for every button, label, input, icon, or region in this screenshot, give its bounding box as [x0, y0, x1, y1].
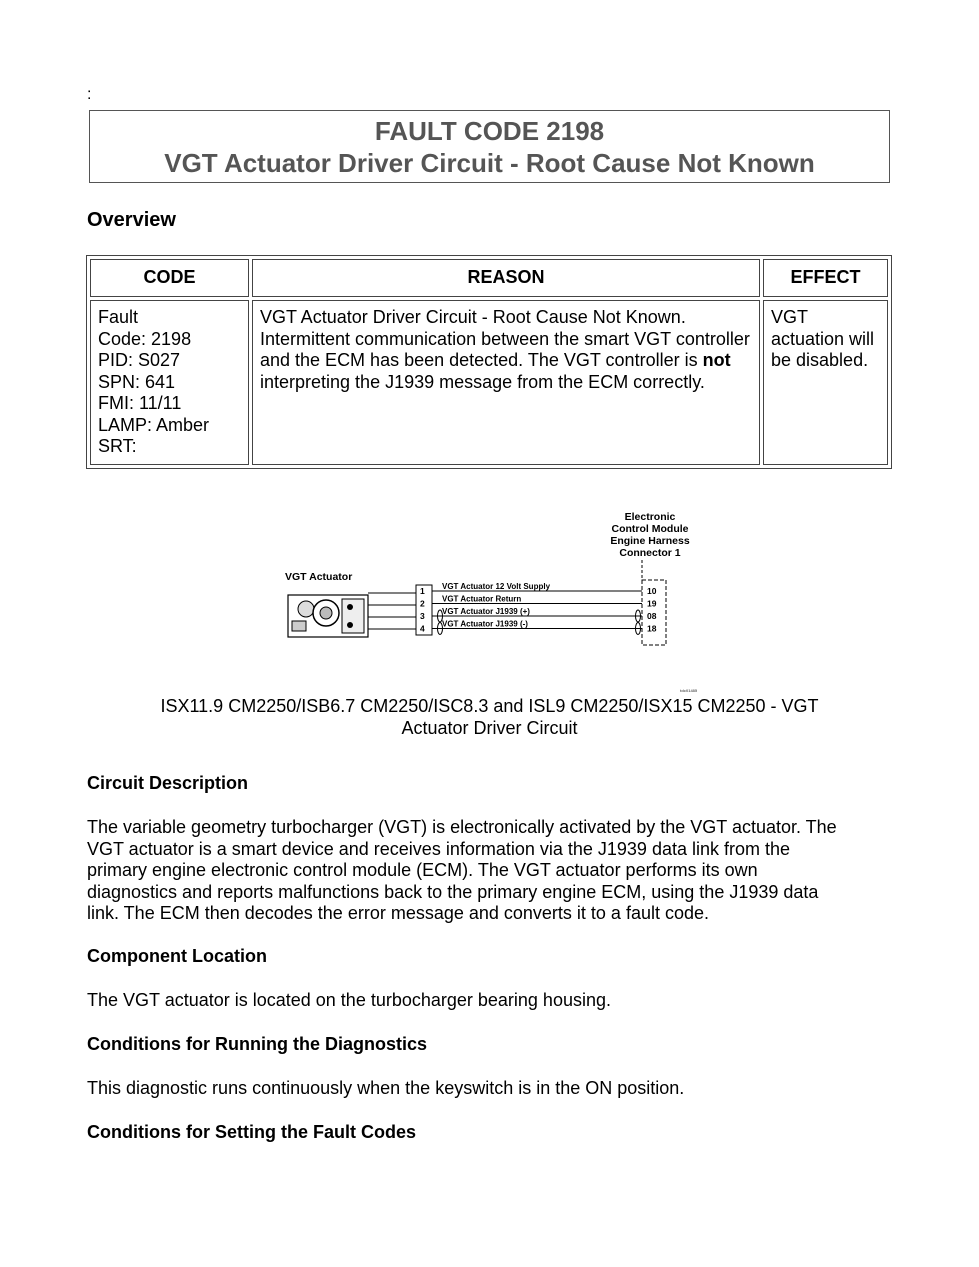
code-line: Code: 2198 [98, 328, 192, 349]
fault-title-box [89, 110, 890, 183]
page-colon: : [87, 86, 92, 103]
header-code: CODE [90, 259, 249, 297]
circuit-description-text [87, 817, 899, 925]
code-line: PID: S027 [98, 350, 181, 370]
circuit-description-heading: Circuit Description [87, 773, 249, 793]
conditions-running-heading: Conditions for Running the Diagnostics [87, 1034, 427, 1054]
code-line: LAMP: Amber [98, 414, 210, 435]
ecm-pin-number: 08 [647, 611, 657, 621]
reason-text-end: interpreting the J1939 message from the ECM correctly. [260, 371, 705, 392]
fault-code-title: FAULT CODE 2198 [374, 116, 605, 146]
actuator-pin-number: 2 [420, 598, 425, 609]
table-header-row [90, 259, 888, 297]
conditions-setting-heading: Conditions for Setting the Fault Codes [87, 1122, 416, 1142]
ecm-pin-number: 18 [647, 623, 657, 634]
reason-text: VGT Actuator Driver Circuit - Root Cause Not Known. Intermittent communication between the smart VGT controller and the ECM has been detected. The VGT controller is [260, 307, 750, 370]
caption-line: ISX11.9 CM2250/ISB6.7 CM2250/ISC8.3 and ISL9 CM2250/ISX15 CM2250 - VGT [160, 696, 819, 716]
code-line: Fault [98, 307, 139, 327]
wire-label: VGT Actuator J1939 (-) [442, 619, 528, 629]
component-location-heading: Component Location [87, 946, 267, 966]
paragraph-line: link. The ECM then decodes the error message and converts it to a fault code. [87, 903, 710, 924]
ecm-label-line: Connector 1 [619, 547, 681, 559]
paragraph-line: The variable geometry turbocharger (VGT) is electronically activated by the VGT actuator. The [87, 817, 837, 837]
ecm-label-line: Engine Harness [610, 535, 690, 547]
actuator-label: VGT Actuator [285, 571, 353, 583]
figure-code-tag: tdc01485 [680, 688, 698, 693]
header-reason: REASON [252, 259, 760, 297]
code-line: SPN: 641 [98, 371, 176, 392]
code-cell [90, 300, 249, 465]
reason-cell [252, 300, 760, 465]
fault-code-subtitle: VGT Actuator Driver Circuit - Root Cause Not Known [164, 148, 815, 178]
actuator-pin-number: 3 [420, 611, 425, 621]
table-row [90, 300, 888, 465]
ecm-pin-number: 10 [647, 586, 657, 596]
wiring-diagram [270, 505, 710, 695]
code-line: SRT: [98, 436, 137, 456]
ecm-pin-number: 19 [647, 598, 657, 609]
ecm-label-line: Electronic [624, 511, 676, 523]
wire-label: VGT Actuator 12 Volt Supply [442, 582, 551, 591]
vgt-actuator-icon [288, 595, 368, 637]
header-effect: EFFECT [763, 259, 888, 297]
effect-cell: VGT actuation will be disabled. [763, 300, 888, 465]
paragraph-line: diagnostics and reports malfunctions back to the primary engine ECM, using the J1939 data [87, 881, 819, 902]
diagram-caption [87, 695, 892, 739]
ecm-label-line: Control Module [611, 523, 689, 535]
reason-bold-not: not [702, 350, 731, 370]
conditions-running-text: This diagnostic runs continuously when the keyswitch is in the ON position. [87, 1078, 685, 1098]
overview-table [86, 255, 892, 469]
code-line: FMI: 11/11 [98, 393, 182, 413]
overview-heading: Overview [87, 209, 176, 231]
paragraph-line: VGT actuator is a smart device and receives information via the J1939 data link from the [87, 838, 791, 859]
paragraph-line: primary engine electronic control module (ECM). The VGT actuator performs its own [87, 860, 758, 881]
actuator-pin-number: 4 [420, 623, 425, 634]
caption-line: Actuator Driver Circuit [401, 718, 578, 738]
wire-label: VGT Actuator J1939 (+) [442, 607, 530, 616]
actuator-pin-number: 1 [420, 586, 425, 596]
wire-label: VGT Actuator Return [442, 594, 522, 604]
component-location-text: The VGT actuator is located on the turbocharger bearing housing. [87, 990, 611, 1010]
